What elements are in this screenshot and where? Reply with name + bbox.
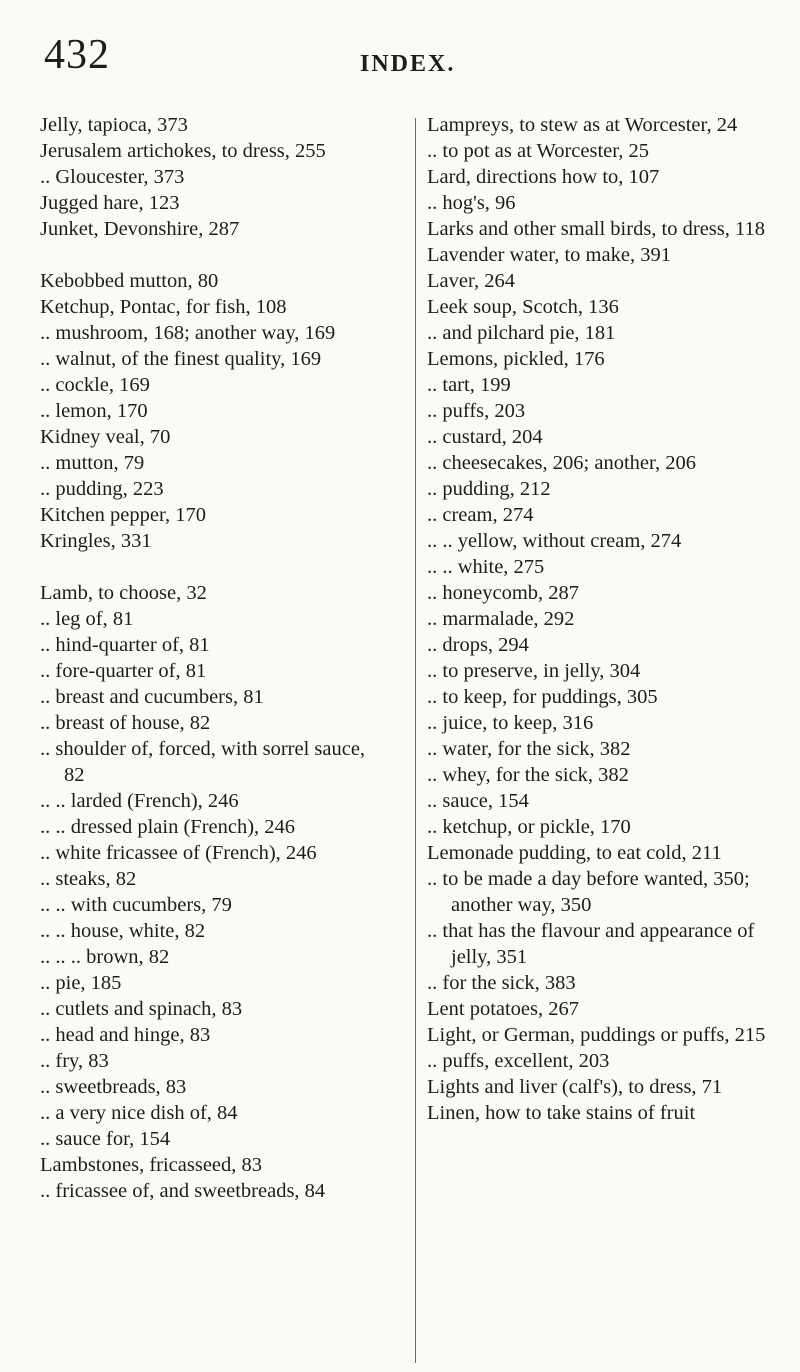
index-entry: Lard, directions how to, 107 bbox=[427, 166, 660, 188]
index-entry: Lights and liver (calf's), to dress, 71 bbox=[427, 1076, 723, 1098]
index-subentry: .. fricassee of, and sweetbreads, 84 bbox=[40, 1180, 326, 1202]
index-subentry: .. walnut, of the finest quality, 169 bbox=[40, 348, 322, 370]
index-column-left bbox=[40, 112, 380, 1204]
index-subentry: .. .. white, 275 bbox=[427, 556, 545, 578]
index-entry: Lampreys, to stew as at Worcester, 24 bbox=[427, 114, 738, 136]
column-divider bbox=[415, 118, 416, 1363]
page-number: 432 bbox=[44, 32, 110, 78]
index-entry: Laver, 264 bbox=[427, 270, 515, 292]
index-subentry: .. .. dressed plain (French), 246 bbox=[40, 816, 296, 838]
index-subentry: .. cream, 274 bbox=[427, 504, 534, 526]
index-subentry: .. cheesecakes, 206; another, 206 bbox=[427, 452, 696, 474]
index-subentry: .. puffs, 203 bbox=[427, 400, 526, 422]
index-subentry: .. sauce, 154 bbox=[427, 790, 529, 812]
index-subentry: .. sauce for, 154 bbox=[40, 1128, 171, 1150]
index-subentry: .. mushroom, 168; another way, 169 bbox=[40, 322, 336, 344]
index-entry: Lemons, pickled, 176 bbox=[427, 348, 605, 370]
index-subentry: .. shoulder of, forced, with sorrel sauce, 82 bbox=[40, 738, 366, 786]
index-subentry: .. whey, for the sick, 382 bbox=[427, 764, 629, 786]
index-subentry: .. custard, 204 bbox=[427, 426, 543, 448]
index-subentry: .. sweetbreads, 83 bbox=[40, 1076, 187, 1098]
index-subentry: .. .. with cucumbers, 79 bbox=[40, 894, 232, 916]
index-subentry: .. .. yellow, without cream, 274 bbox=[427, 530, 682, 552]
index-entry: Kidney veal, 70 bbox=[40, 426, 171, 448]
index-subentry: .. lemon, 170 bbox=[40, 400, 148, 422]
index-subentry: .. and pilchard pie, 181 bbox=[427, 322, 616, 344]
index-column-right bbox=[427, 112, 772, 1126]
index-subentry: .. cockle, 169 bbox=[40, 374, 150, 396]
index-subentry: .. leg of, 81 bbox=[40, 608, 134, 630]
index-subentry: .. water, for the sick, 382 bbox=[427, 738, 631, 760]
index-entry: Kitchen pepper, 170 bbox=[40, 504, 206, 526]
index-subentry: .. breast of house, 82 bbox=[40, 712, 211, 734]
index-subentry: .. white fricassee of (French), 246 bbox=[40, 842, 317, 864]
index-subentry: .. juice, to keep, 316 bbox=[427, 712, 594, 734]
index-entry: Lent potatoes, 267 bbox=[427, 998, 580, 1020]
index-subentry: .. .. .. brown, 82 bbox=[40, 946, 170, 968]
index-subentry: .. that has the flavour and appearance of jelly, 351 bbox=[427, 920, 755, 968]
index-subentry: .. .. house, white, 82 bbox=[40, 920, 206, 942]
index-entry: Junket, Devonshire, 287 bbox=[40, 218, 240, 240]
index-entry: Jerusalem artichokes, to dress, 255 bbox=[40, 140, 326, 162]
index-subentry: .. pie, 185 bbox=[40, 972, 122, 994]
index-entry: Ketchup, Pontac, for fish, 108 bbox=[40, 296, 287, 318]
index-subentry: .. Gloucester, 373 bbox=[40, 166, 185, 188]
index-entry: Lemonade pudding, to eat cold, 211 bbox=[427, 842, 722, 864]
index-subentry: .. a very nice dish of, 84 bbox=[40, 1102, 238, 1124]
index-subentry: .. mutton, 79 bbox=[40, 452, 145, 474]
index-entry: Lavender water, to make, 391 bbox=[427, 244, 671, 266]
index-entry: Lamb, to choose, 32 bbox=[40, 582, 207, 604]
index-subentry: .. breast and cucumbers, 81 bbox=[40, 686, 264, 708]
index-subentry: .. cutlets and spinach, 83 bbox=[40, 998, 243, 1020]
index-entry: Leek soup, Scotch, 136 bbox=[427, 296, 619, 318]
index-subentry: .. tart, 199 bbox=[427, 374, 511, 396]
index-subentry: .. pudding, 212 bbox=[427, 478, 551, 500]
index-subentry: .. to preserve, in jelly, 304 bbox=[427, 660, 641, 682]
index-entry: Kringles, 331 bbox=[40, 530, 152, 552]
index-subentry: .. hind-quarter of, 81 bbox=[40, 634, 210, 656]
index-entry: Jelly, tapioca, 373 bbox=[40, 114, 188, 136]
index-subentry: .. hog's, 96 bbox=[427, 192, 516, 214]
index-subentry: .. head and hinge, 83 bbox=[40, 1024, 211, 1046]
index-subentry: .. honeycomb, 287 bbox=[427, 582, 580, 604]
index-subentry: .. puffs, excellent, 203 bbox=[427, 1050, 610, 1072]
index-entry: Lambstones, fricasseed, 83 bbox=[40, 1154, 263, 1176]
index-subentry: .. .. larded (French), 246 bbox=[40, 790, 239, 812]
index-subentry: .. ketchup, or pickle, 170 bbox=[427, 816, 631, 838]
index-entry: Light, or German, puddings or puffs, 215 bbox=[427, 1024, 766, 1046]
index-subentry: .. drops, 294 bbox=[427, 634, 529, 656]
running-head: INDEX. bbox=[360, 51, 456, 77]
index-subentry: .. steaks, 82 bbox=[40, 868, 137, 890]
index-entry: Linen, how to take stains of fruit bbox=[427, 1102, 696, 1124]
index-subentry: .. fry, 83 bbox=[40, 1050, 109, 1072]
index-entry: Larks and other small birds, to dress, 118 bbox=[427, 218, 765, 240]
index-subentry: .. to be made a day before wanted, 350; another way, 350 bbox=[427, 868, 750, 916]
index-entry: Jugged hare, 123 bbox=[40, 192, 180, 214]
index-subentry: .. marmalade, 292 bbox=[427, 608, 575, 630]
index-entry: Kebobbed mutton, 80 bbox=[40, 270, 219, 292]
index-subentry: .. pudding, 223 bbox=[40, 478, 164, 500]
index-subentry: .. to pot as at Worcester, 25 bbox=[427, 140, 650, 162]
index-subentry: .. to keep, for puddings, 305 bbox=[427, 686, 658, 708]
index-subentry: .. fore-quarter of, 81 bbox=[40, 660, 207, 682]
index-subentry: .. for the sick, 383 bbox=[427, 972, 576, 994]
